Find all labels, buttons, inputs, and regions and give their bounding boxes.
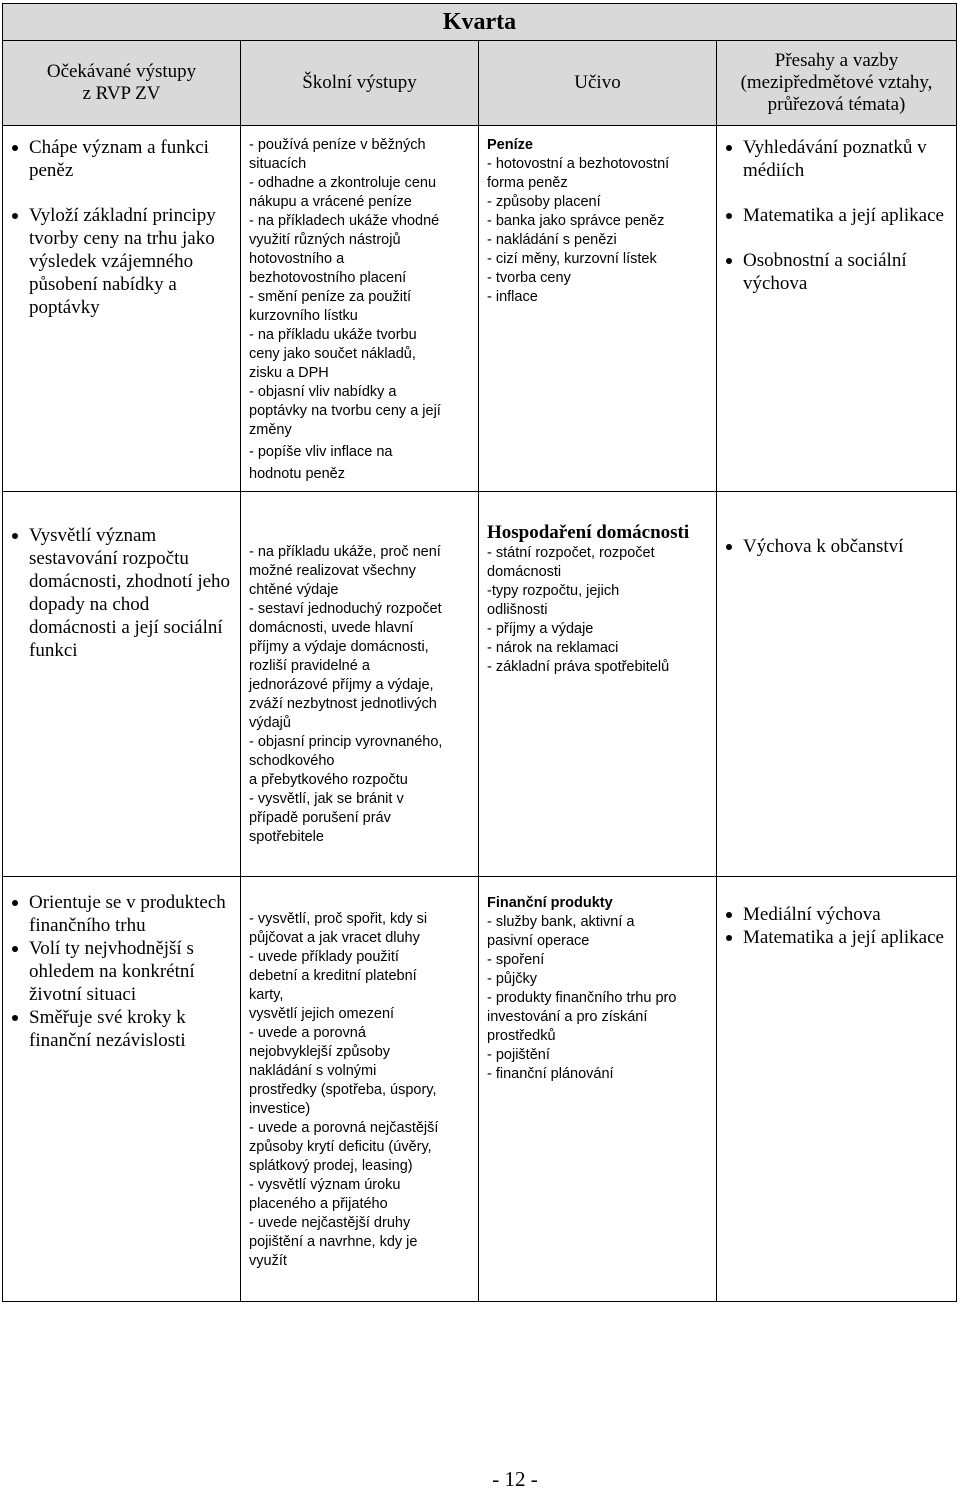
grade-title: Kvarta <box>3 4 957 41</box>
curriculum-text: - hotovostní a bezhotovostní forma peněz - způsoby placení - banka jako správce peněz - nakládání s penězi - cizí měny, kurzovní lístek - tvorba ceny - inflace <box>487 156 670 305</box>
curriculum-text: - státní rozpočet, rozpočet domácnosti -typy rozpočtu, jejich odlišnosti - příjmy a výdaje - nárok na reklamaci - základní práva spotřebitelů <box>487 545 670 675</box>
list-item: Vyloží základní principy tvorby ceny na trhu jako výsledek vzájemného působení nabídky a poptávky <box>29 204 234 319</box>
list-item: Vyhledávání poznatků v médiích <box>743 136 950 182</box>
list-item: Směřuje své kroky k finanční nezávislosti <box>29 1006 234 1052</box>
expected-outcomes-cell <box>3 126 241 492</box>
list-item: Orientuje se v produktech finančního trhu <box>29 891 234 937</box>
list-item: Mediální výchova <box>743 903 950 926</box>
cross-links-cell <box>717 877 957 1302</box>
school-outcomes-cell <box>241 877 479 1302</box>
table-row <box>3 877 957 1302</box>
header-expected-outcomes: Očekávané výstupy z RVP ZV <box>3 41 241 126</box>
curriculum-table <box>2 3 957 1302</box>
list-item: Výchova k občanství <box>743 535 950 558</box>
page-number: - 12 - <box>492 1467 538 1491</box>
school-outcomes-text: - vysvětlí, proč spořit, kdy si půjčovat a jak vracet dluhy - uvede příklady použití debetní a kreditní platební karty, vysvětlí jejich omezení - uvede a porovná nejobvyklejší způsoby nakládání s volnými prostředky (spotřeba, úspory, investice) - uvede a porovná nejčastější způsoby krytí deficitu (úvěry, splátkový prodej, leasing) - vysvětlí význam úroku placeného a přijatého - uvede nejčastější druhy pojištění a navrhne, kdy je využít <box>249 911 439 1269</box>
header-curriculum: Učivo <box>479 41 717 126</box>
header-cross-links: Přesahy a vazby (mezipředmětové vztahy, průřezová témata) <box>717 41 957 126</box>
curriculum-topic-title: Peníze <box>487 137 533 153</box>
table-row <box>3 126 957 492</box>
header-school-outcomes: Školní výstupy <box>241 41 479 126</box>
curriculum-cell <box>479 492 717 877</box>
table-row <box>3 492 957 877</box>
school-outcomes-cell <box>241 492 479 877</box>
list-item: Vysvětlí význam sestavování rozpočtu domácnosti, zhodnotí jeho dopady na chod domácnosti a její sociální funkci <box>29 524 234 662</box>
cross-links-cell <box>717 126 957 492</box>
expected-outcomes-cell <box>3 877 241 1302</box>
cross-links-cell <box>717 492 957 877</box>
curriculum-text: - služby bank, aktivní a pasivní operace - spoření - půjčky - produkty finančního trhu pro investování a pro získání prostředků - pojištění - finanční plánování <box>487 914 677 1082</box>
list-item: Matematika a její aplikace <box>743 926 950 949</box>
list-item: Volí ty nejvhodnější s ohledem na konkrétní životní situaci <box>29 937 234 1006</box>
school-outcomes-cell <box>241 126 479 492</box>
curriculum-topic-title: Finanční produkty <box>487 895 613 911</box>
curriculum-topic-title: Hospodaření domácnosti <box>487 522 690 543</box>
curriculum-cell <box>479 126 717 492</box>
list-item: Matematika a její aplikace <box>743 204 950 227</box>
expected-outcomes-cell <box>3 492 241 877</box>
school-outcomes-text: - na příkladu ukáže, proč není možné realizovat všechny chtěné výdaje - sestaví jednoduchý rozpočet domácnosti, uvede hlavní příjmy a výdaje domácnosti, rozliší pravidelné a jednorázové příjmy a výdaje, zváží nezbytnost jednotlivých výdajů - objasní princip vyrovnaného, schodkového a přebytkového rozpočtu - vysvětlí, jak se bránit v případě porušení práv spotřebitele <box>249 544 443 845</box>
school-outcomes-text: - popíše vliv inflace na hodnotu peněz <box>249 444 393 482</box>
list-item: Chápe význam a funkci peněz <box>29 136 234 182</box>
curriculum-cell <box>479 877 717 1302</box>
list-item: Osobnostní a sociální výchova <box>743 249 950 295</box>
school-outcomes-text: - používá peníze v běžných situacích - odhadne a zkontroluje cenu nákupu a vrácené peníze - na příkladech ukáže vhodné využití různých nástrojů hotovostního a bezhotovostního placení - smění peníze za použití kurzovního lístku - na příkladu ukáže tvorbu ceny jako součet nákladů, zisku a DPH - objasní vliv nabídky a poptávky na tvorbu ceny a její změny <box>249 137 441 438</box>
